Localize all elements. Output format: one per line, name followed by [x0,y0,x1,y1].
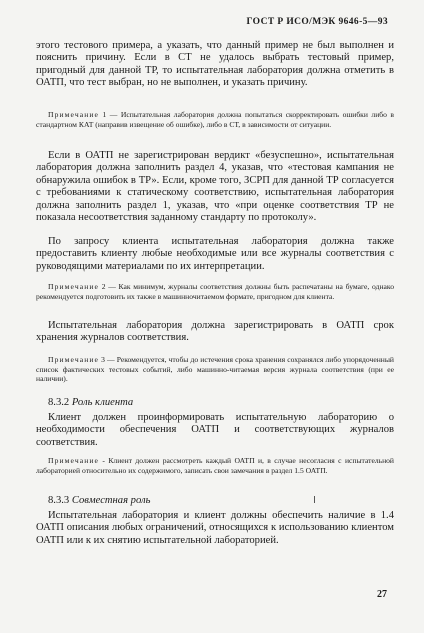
note-1-lead: Примечание [48,110,100,119]
section-8-3-2-heading [48,397,394,409]
note-4-lead: Примечание [48,456,100,465]
page-header: ГОСТ Р ИСО/МЭК 9646-5—93 [246,17,388,27]
note-2-lead: Примечание [48,282,100,291]
note-2 [36,282,394,301]
paragraph-3: По запросу клиента испытательная лаборатория должна также предоставить клиенту любые необходимые или все журналы соответствия с руководящими материалами по их интерпретации. [36,236,394,272]
section-8-3-3-heading [48,495,394,507]
paragraph-5: Клиент должен проинформировать испытательную лабораторию о необходимости обеспечения ОАТП и соответствующих журналов соответствия. [36,412,394,448]
note-3-lead: Примечание [48,355,100,364]
paragraph-6: Испытательная лаборатория и клиент должны обеспечить наличие в 1.4 ОАТП описания любых ограничений, относящихся к использованию клиентом ОАТП или к их снятию испытательной лабораторией. [36,510,394,546]
note-2-text: 2 — Как минимум, журналы соответствия должны быть распечатаны на бумаге, однако рекомендуется подготовить их также в машинночитаемом формате, пригодном для клиента. [36,282,394,301]
page-number: 27 [377,589,387,600]
note-3 [36,355,394,384]
note-1 [36,110,394,129]
note-3-text: 3 — Рекомендуется, чтобы до истечения срока хранения сохранялся либо упорядоченный список фактических тестовых событий, либо машинно-читаемая версия журнала соответствия (при ее наличии). [36,355,394,384]
section-title: Роль клиента [71,397,134,408]
note-4-text: - Клиент должен рассмотреть каждый ОАТП и, в случае несогласия с испытательной лабораторией относительно их содержимого, записать свои замечания в раздел 1.5 ОАТП. [36,456,394,475]
section-number: 8.3.3 [48,495,70,506]
paragraph-1: этого тестового примера, а указать, что данный пример не был выполнен и пояснить причину. Если в СТ не удалось выбрать тестовый пример, пригодный для данной ТР, то испытательная лаборатория должна отметить в ОАТП, что тест выбран, но не выполнен, и указать причину. [36,40,394,89]
section-number: 8.3.2 [48,397,70,408]
section-title: Совместная роль [71,495,151,506]
paragraph-4: Испытательная лаборатория должна зарегистрировать в ОАТП срок хранения журналов соответствия. [36,320,394,344]
note-1-text: 1 — Испытательная лаборатория должна попытаться скорректировать ошибки либо в стандартном КАТ (направив извещение об ошибке), либо в СТ, в зависимости от ситуации. [36,110,394,129]
note-4 [36,456,394,475]
paragraph-2: Если в ОАТП не зарегистрирован вердикт «безуспешно», испытательная лаборатория должна заполнить раздел 4, указав, что «тестовая кампания не обнаружила ошибок в ТР». Если, кроме того, ЗСРП для данной ТР согласуется с требованиями к статическому соответствию, испытательная лаборатория должна заполнить раздел 1, указав, что «при оценке соответствия ТР не показала несоответствия заданному стандарту по протоколу». [36,150,394,224]
